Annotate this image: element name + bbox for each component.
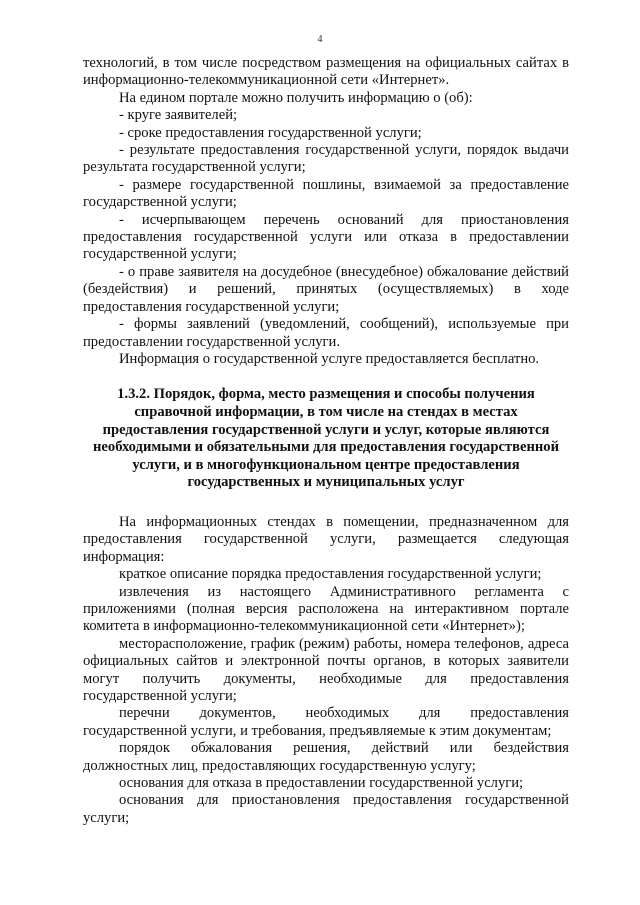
paragraph: перечни документов, необходимых для предоставления государственной услуги, и требования, предъявляемые к этим документам;	[83, 705, 569, 739]
paragraph: - о праве заявителя на досудебное (внесудебное) обжалование действий (бездействия) и решений, принятых (осуществляемых) в ходе предоставления государственной услуги;	[83, 263, 569, 315]
info-stands-section	[83, 514, 569, 827]
paragraph: - сроке предоставления государственной услуги;	[119, 124, 422, 141]
paragraph: - круге заявителей;	[119, 107, 238, 124]
paragraph: - размере государственной пошлины, взимаемой за предоставление государственной услуги;	[83, 176, 569, 211]
paragraph: порядок обжалования решения, действий или бездействия должностных лиц, предоставляющих государственную услугу;	[83, 740, 569, 774]
paragraph: основания для приостановления предоставления государственной услуги;	[83, 792, 569, 826]
paragraph: технологий, в том числе посредством размещения на официальных сайтах в информационно-телекоммуникационной сети «Интернет».	[83, 55, 569, 89]
paragraph: основания для отказа в предоставлении государственной услуги;	[119, 774, 524, 791]
paragraph: На едином портале можно получить информацию о (об):	[119, 89, 473, 106]
paragraph: извлечения из настоящего Административного регламента с приложениями (полная версия расположена на интерактивном портале комитета в информационно-телекоммуникационной сети «Интернет»);	[83, 583, 569, 635]
paragraph: - исчерпывающем перечень оснований для приостановления предоставления государственной услуги или отказа в предоставлении государственной услуги;	[83, 211, 569, 263]
paragraph: Информация о государственной услуге предоставляется бесплатно.	[119, 350, 540, 367]
document-body	[83, 55, 569, 827]
paragraph: - результате предоставления государственной услуги, порядок выдачи результата государственной услуги;	[83, 142, 569, 176]
page-number: 4	[317, 34, 323, 45]
paragraph: месторасположение, график (режим) работы, номера телефонов, адреса официальных сайтов и электронной почты органов, в которых заявители могут получить документы, необходимые для предоставления государственной услуги;	[83, 635, 569, 704]
paragraph: На информационных стендах в помещении, предназначенном для предоставления государственной услуги, размещается следующая информация:	[83, 513, 569, 565]
paragraph: - формы заявлений (уведомлений, сообщений), используемые при предоставлении государственной услуги.	[83, 316, 569, 350]
section-heading: 1.3.2. Порядок, форма, место размещения и способы получения справочной информации, в том числе на стендах в местах предоставления государственной услуги и услуг, которые являются необходимыми и обязательными для предоставления государственной услуги, и в многофункциональном центре предоставления государственных и муниципальных услуг	[93, 386, 559, 491]
info-portal-section	[83, 55, 569, 368]
paragraph: краткое описание порядка предоставления государственной услуги;	[119, 566, 542, 583]
